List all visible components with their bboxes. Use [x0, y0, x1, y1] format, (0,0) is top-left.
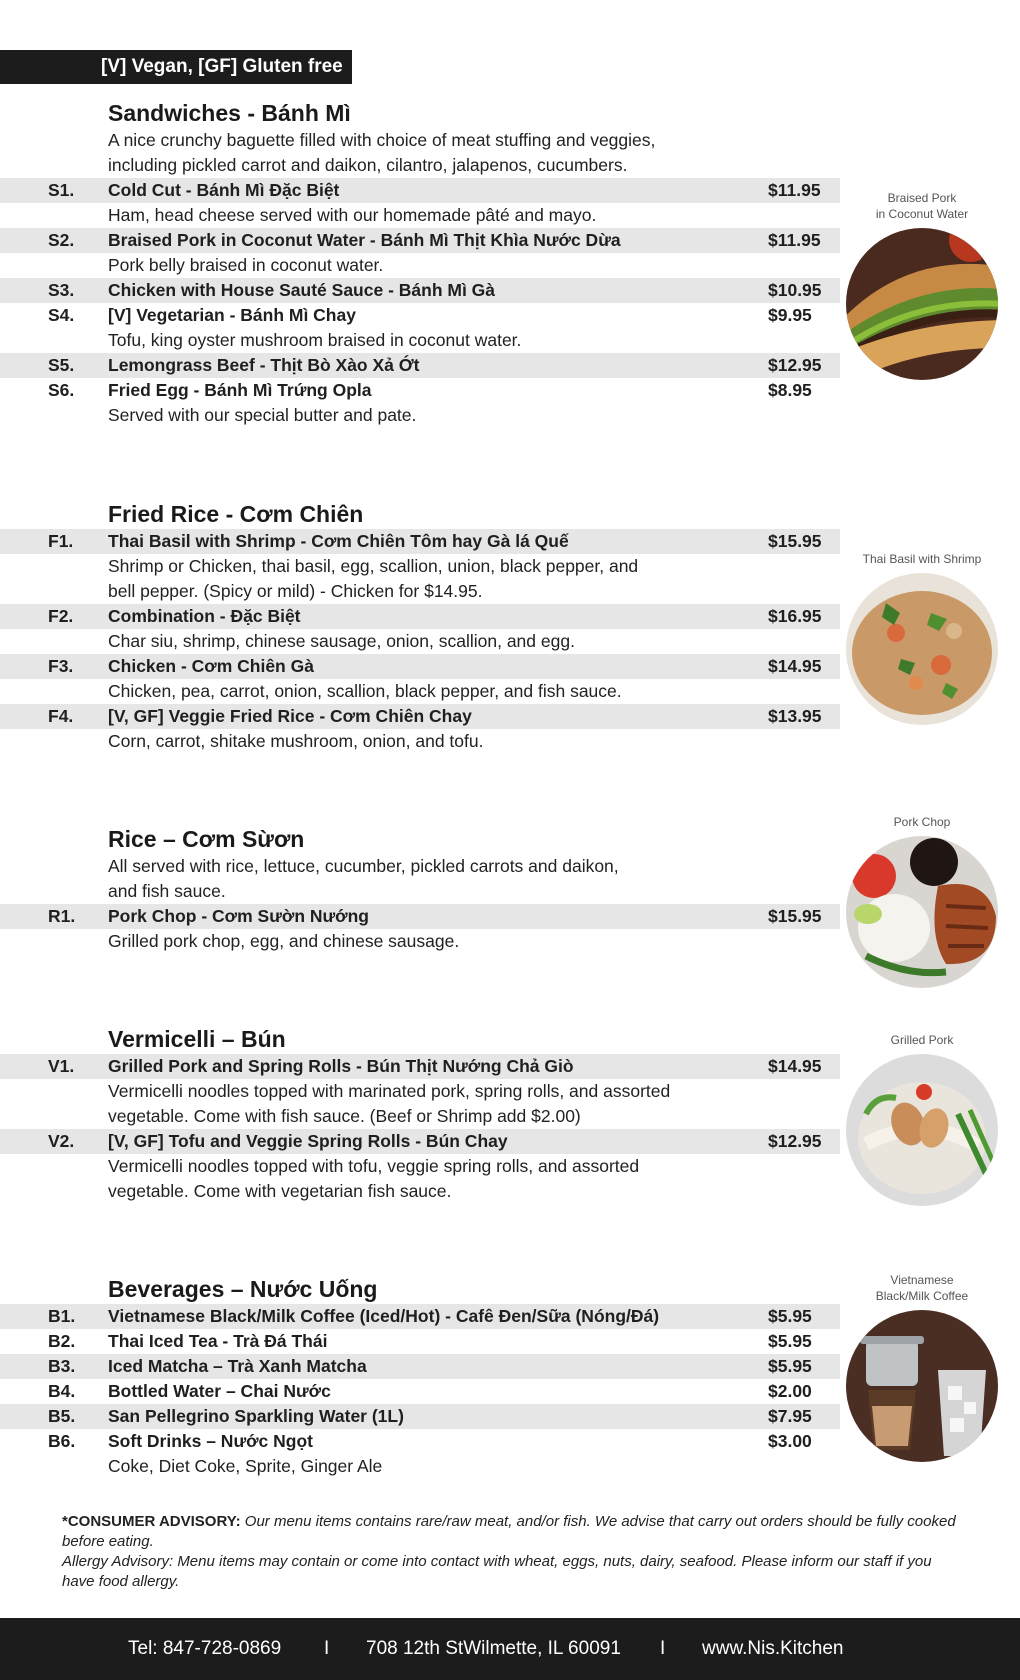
- item-code: B5.: [48, 1406, 76, 1426]
- item-price: $14.95: [768, 1056, 822, 1076]
- item-code: B3.: [48, 1356, 76, 1376]
- photo-caption: Braised Pork: [887, 191, 957, 205]
- menu-item-v1: [0, 1054, 840, 1079]
- item-price: $13.95: [768, 706, 822, 726]
- item-desc: Ham, head cheese served with our homemade pâté and mayo.: [108, 205, 597, 225]
- coffee-photo: [846, 1310, 998, 1462]
- menu-item-r1: [0, 904, 840, 929]
- photo-thai-basil: [846, 551, 998, 725]
- section-fried-rice: [0, 499, 840, 754]
- photo-caption: Black/Milk Coffee: [875, 1289, 969, 1303]
- item-price: $11.95: [768, 230, 821, 250]
- item-name: San Pellegrino Sparkling Water (1L): [108, 1406, 404, 1426]
- item-name: [V, GF] Veggie Fried Rice - Cơm Chiên Chay: [108, 706, 472, 726]
- item-code: V2.: [48, 1131, 75, 1151]
- item-name: Lemongrass Beef - Thịt Bò Xào Xả Ớt: [108, 355, 420, 375]
- item-desc: Corn, carrot, shitake mushroom, onion, and tofu.: [108, 731, 484, 751]
- item-name: Iced Matcha – Trà Xanh Matcha: [108, 1356, 367, 1376]
- menu-item-b5: [0, 1404, 840, 1429]
- vermicelli-photo: [846, 1054, 998, 1206]
- footer-bar: [0, 1618, 1020, 1680]
- item-desc: Char siu, shrimp, chinese sausage, onion, scallion, and egg.: [108, 631, 575, 651]
- section-sandwiches: [0, 98, 840, 428]
- photo-coffee: [846, 1272, 998, 1462]
- item-price: $5.95: [768, 1306, 812, 1326]
- item-price: $14.95: [768, 656, 822, 676]
- item-name: Chicken - Cơm Chiên Gà: [108, 656, 314, 676]
- item-name: Braised Pork in Coconut Water - Bánh Mì Thịt Khìa Nước Dừa: [108, 230, 621, 250]
- item-desc: Tofu, king oyster mushroom braised in coconut water.: [108, 330, 522, 350]
- item-code: S6.: [48, 380, 75, 400]
- item-desc: Coke, Diet Coke, Sprite, Ginger Ale: [108, 1456, 383, 1476]
- item-code: F2.: [48, 606, 74, 626]
- item-price: $12.95: [768, 355, 822, 375]
- fried-rice-photo: [846, 573, 998, 725]
- legend-banner: [V] Vegan, [GF] Gluten free: [0, 50, 352, 84]
- menu-item-b1: [0, 1304, 840, 1329]
- item-desc: bell pepper. (Spicy or mild) - Chicken for $14.95.: [108, 581, 483, 601]
- item-price: $3.00: [768, 1431, 812, 1451]
- item-desc: vegetable. Come with fish sauce. (Beef or Shrimp add $2.00): [108, 1106, 581, 1126]
- section-title: Rice – Cơm Sừơn: [108, 826, 305, 852]
- item-desc: vegetable. Come with vegetarian fish sauce.: [108, 1181, 452, 1201]
- footer-website-link[interactable]: www.Nis.Kitchen: [702, 1638, 844, 1659]
- item-desc: Pork belly braised in coconut water.: [108, 255, 384, 275]
- item-price: $7.95: [768, 1406, 812, 1426]
- item-price: $5.95: [768, 1356, 812, 1376]
- item-price: $16.95: [768, 606, 822, 626]
- item-code: F4.: [48, 706, 74, 726]
- item-desc: Grilled pork chop, egg, and chinese sausage.: [108, 931, 460, 951]
- photo-caption: Vietnamese: [890, 1273, 954, 1287]
- menu-item-s3: [0, 278, 840, 303]
- banh-mi-photo: [846, 228, 998, 380]
- footer-phone: Tel: 847-728-0869: [128, 1638, 282, 1659]
- item-price: $2.00: [768, 1381, 812, 1401]
- item-name: Combination - Đặc Biệt: [108, 606, 301, 626]
- item-code: V1.: [48, 1056, 75, 1076]
- photo-caption: Thai Basil with Shrimp: [862, 552, 982, 566]
- item-name: [V, GF] Tofu and Veggie Spring Rolls - Bún Chay: [108, 1131, 508, 1151]
- menu-item-s5: [0, 353, 840, 378]
- menu-item-b2: [0, 1329, 840, 1354]
- footer-separator: I: [324, 1638, 330, 1659]
- item-code: S2.: [48, 230, 75, 250]
- allergy-advisory: Allergy Advisory: Menu items may contain or come into contact with wheat, eggs, nuts, dairy, seafood. Please inform our staff if you have food allergy.: [62, 1553, 932, 1590]
- item-name: Fried Egg - Bánh Mì Trứng Opla: [108, 380, 372, 400]
- photo-braised-pork: [846, 190, 998, 380]
- menu-item-s6: [0, 378, 840, 403]
- item-price: $15.95: [768, 531, 822, 551]
- item-name: [V] Vegetarian - Bánh Mì Chay: [108, 305, 356, 325]
- item-desc: Chicken, pea, carrot, onion, scallion, black pepper, and fish sauce.: [108, 681, 622, 701]
- photo-grilled-pork: [846, 1032, 998, 1206]
- item-name: Pork Chop - Cơm Sườn Nướng: [108, 906, 369, 926]
- section-title: Fried Rice - Cơm Chiên: [108, 501, 364, 527]
- item-price: $10.95: [768, 280, 822, 300]
- item-desc: Vermicelli noodles topped with tofu, veggie spring rolls, and assorted: [108, 1156, 640, 1176]
- menu-item-s4: [0, 303, 840, 328]
- item-code: S5.: [48, 355, 75, 375]
- photo-caption: in Coconut Water: [875, 207, 969, 221]
- pork-chop-photo: [846, 836, 998, 988]
- item-code: S3.: [48, 280, 75, 300]
- section-rice: [0, 824, 840, 954]
- section-desc: All served with rice, lettuce, cucumber, pickled carrots and daikon,: [108, 856, 619, 876]
- item-code: S1.: [48, 180, 75, 200]
- item-price: $8.95: [768, 380, 812, 400]
- section-beverages: [0, 1274, 840, 1479]
- menu-item-b4: [0, 1379, 840, 1404]
- item-price: $15.95: [768, 906, 822, 926]
- item-desc: Vermicelli noodles topped with marinated pork, spring rolls, and assorted: [108, 1081, 671, 1101]
- item-code: B6.: [48, 1431, 76, 1451]
- item-code: R1.: [48, 906, 76, 926]
- menu-item-b6: [0, 1429, 840, 1454]
- item-desc: Shrimp or Chicken, thai basil, egg, scallion, union, black pepper, and: [108, 556, 639, 576]
- item-name: Thai Iced Tea - Trà Đá Thái: [108, 1331, 328, 1351]
- item-desc: Served with our special butter and pate.: [108, 405, 417, 425]
- section-desc: A nice crunchy baguette filled with choice of meat stuffing and veggies,: [108, 130, 656, 150]
- section-desc: including pickled carrot and daikon, cilantro, jalapenos, cucumbers.: [108, 155, 628, 175]
- menu-item-f4: [0, 704, 840, 729]
- item-name: Soft Drinks – Nước Ngọt: [108, 1431, 313, 1451]
- item-price: $11.95: [768, 180, 821, 200]
- consumer-advisory: [62, 1512, 962, 1592]
- item-name: Chicken with House Sauté Sauce - Bánh Mì Gà: [108, 280, 496, 300]
- advisory-lead: *CONSUMER ADVISORY:: [62, 1513, 241, 1530]
- menu-item-f3: [0, 654, 840, 679]
- photo-pork-chop: [846, 814, 998, 988]
- section-title: Vermicelli – Bún: [108, 1026, 286, 1052]
- item-name: Thai Basil with Shrimp - Cơm Chiên Tôm hay Gà lá Quế: [108, 531, 569, 551]
- photo-caption: Pork Chop: [893, 815, 951, 829]
- section-title: Sandwiches - Bánh Mì: [108, 100, 351, 126]
- footer-address: 708 12th StWilmette, IL 60091: [366, 1638, 621, 1659]
- photo-caption: Grilled Pork: [890, 1033, 954, 1047]
- menu-item-f2: [0, 604, 840, 629]
- menu-item-v2: [0, 1129, 840, 1154]
- item-price: $9.95: [768, 305, 812, 325]
- item-price: $12.95: [768, 1131, 822, 1151]
- menu-item-s1: [0, 178, 840, 203]
- menu-item-b3: [0, 1354, 840, 1379]
- item-price: $5.95: [768, 1331, 812, 1351]
- item-code: B2.: [48, 1331, 76, 1351]
- item-code: F3.: [48, 656, 74, 676]
- item-code: F1.: [48, 531, 74, 551]
- menu-item-f1: [0, 529, 840, 554]
- item-code: S4.: [48, 305, 75, 325]
- section-desc: and fish sauce.: [108, 881, 226, 901]
- menu-item-s2: [0, 228, 840, 253]
- section-title: Beverages – Nước Uống: [108, 1276, 378, 1302]
- footer-separator: I: [660, 1638, 666, 1659]
- item-name: Bottled Water – Chai Nước: [108, 1381, 331, 1401]
- item-code: B4.: [48, 1381, 76, 1401]
- advisory-text: Our menu items contains rare/raw meat, and/or fish. We advise that carry out orders should be fully cooked before eating.: [62, 1513, 956, 1550]
- item-name: Cold Cut - Bánh Mì Đặc Biệt: [108, 180, 340, 200]
- item-name: Vietnamese Black/Milk Coffee (Iced/Hot) - Cafê Đen/Sữa (Nóng/Đá): [108, 1306, 660, 1326]
- item-name: Grilled Pork and Spring Rolls - Bún Thịt Nướng Chả Giò: [108, 1056, 574, 1076]
- item-code: B1.: [48, 1306, 76, 1326]
- section-vermicelli: [0, 1024, 840, 1204]
